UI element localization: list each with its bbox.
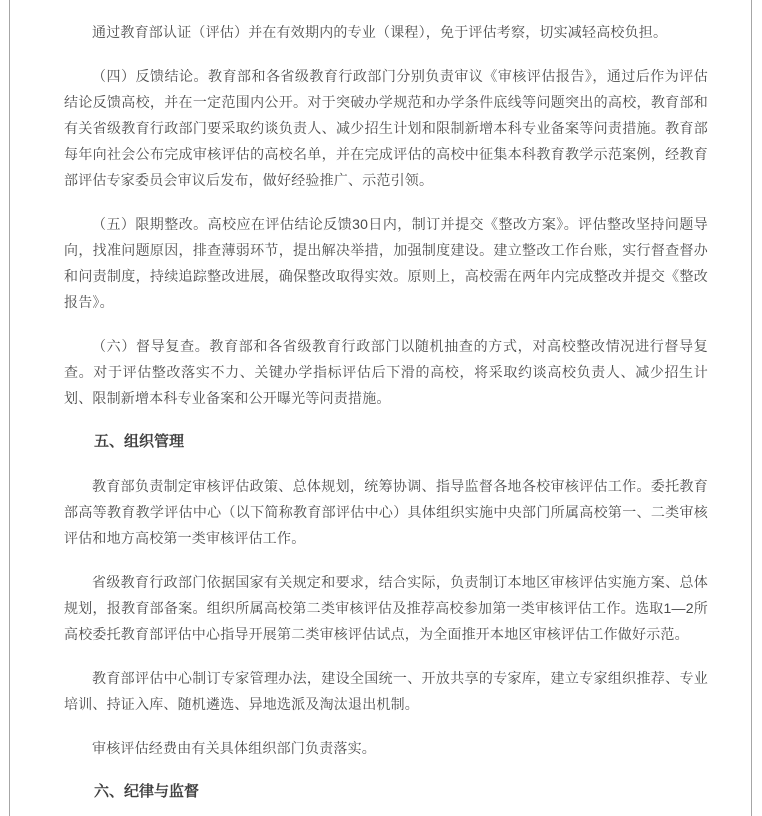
body-paragraph: （五）限期整改。高校应在评估结论反馈30日内，制订并提交《整改方案》。评估整改坚持问题导向，找准问题原因，排查薄弱环节，提出解决举措，加强制度建设。建立整改工作台账，实行督查督办和问责制度，持续追踪整改进展，确保整改取得实效。原则上，高校需在两年内完成整改并提交《整改报告》。 (64, 216, 708, 310)
body-paragraph: 教育部评估中心制订专家管理办法，建设全国统一、开放共享的专家库，建立专家组织推荐、专业培训、持证入库、随机遴选、异地选派及淘汰退出机制。 (64, 670, 708, 712)
section-heading: 五、组织管理 (94, 433, 185, 450)
section-heading: 六、纪律与监督 (94, 783, 200, 800)
body-paragraph: 审核评估经费由有关具体组织部门负责落实。 (92, 740, 376, 756)
body-paragraph: （六）督导复查。教育部和各省级教育行政部门以随机抽查的方式，对高校整改情况进行督导复查。对于评估整改落实不力、关键办学指标评估后下滑的高校，将采取约谈高校负责人、减少招生计划、限制新增本科专业备案和公开曝光等问责措施。 (64, 338, 708, 406)
body-paragraph: 通过教育部认证（评估）并在有效期内的专业（课程），免于评估考察，切实减轻高校负担。 (92, 24, 668, 40)
document-page (9, 0, 752, 816)
body-paragraph: 省级教育行政部门依据国家有关规定和要求，结合实际，负责制订本地区审核评估实施方案、总体规划，报教育部备案。组织所属高校第二类审核评估及推荐高校参加第一类审核评估工作。选取1—2所高校委托教育部评估中心指导开展第二类审核评估试点，为全面推开本地区审核评估工作做好示范。 (64, 574, 708, 642)
body-paragraph: （四）反馈结论。教育部和各省级教育行政部门分别负责审议《审核评估报告》，通过后作为评估结论反馈高校，并在一定范围内公开。对于突破办学规范和办学条件底线等问题突出的高校，教育部和有关省级教育行政部门要采取约谈负责人、减少招生计划和限制新增本科专业备案等问责措施。教育部每年向社会公布完成审核评估的高校名单，并在完成评估的高校中征集本科教育教学示范案例，经教育部评估专家委员会审议后发布，做好经验推广、示范引领。 (64, 68, 708, 188)
body-paragraph: 教育部负责制定审核评估政策、总体规划，统筹协调、指导监督各地各校审核评估工作。委托教育部高等教育教学评估中心（以下简称教育部评估中心）具体组织实施中央部门所属高校第一、二类审核评估和地方高校第一类审核评估工作。 (64, 478, 708, 546)
